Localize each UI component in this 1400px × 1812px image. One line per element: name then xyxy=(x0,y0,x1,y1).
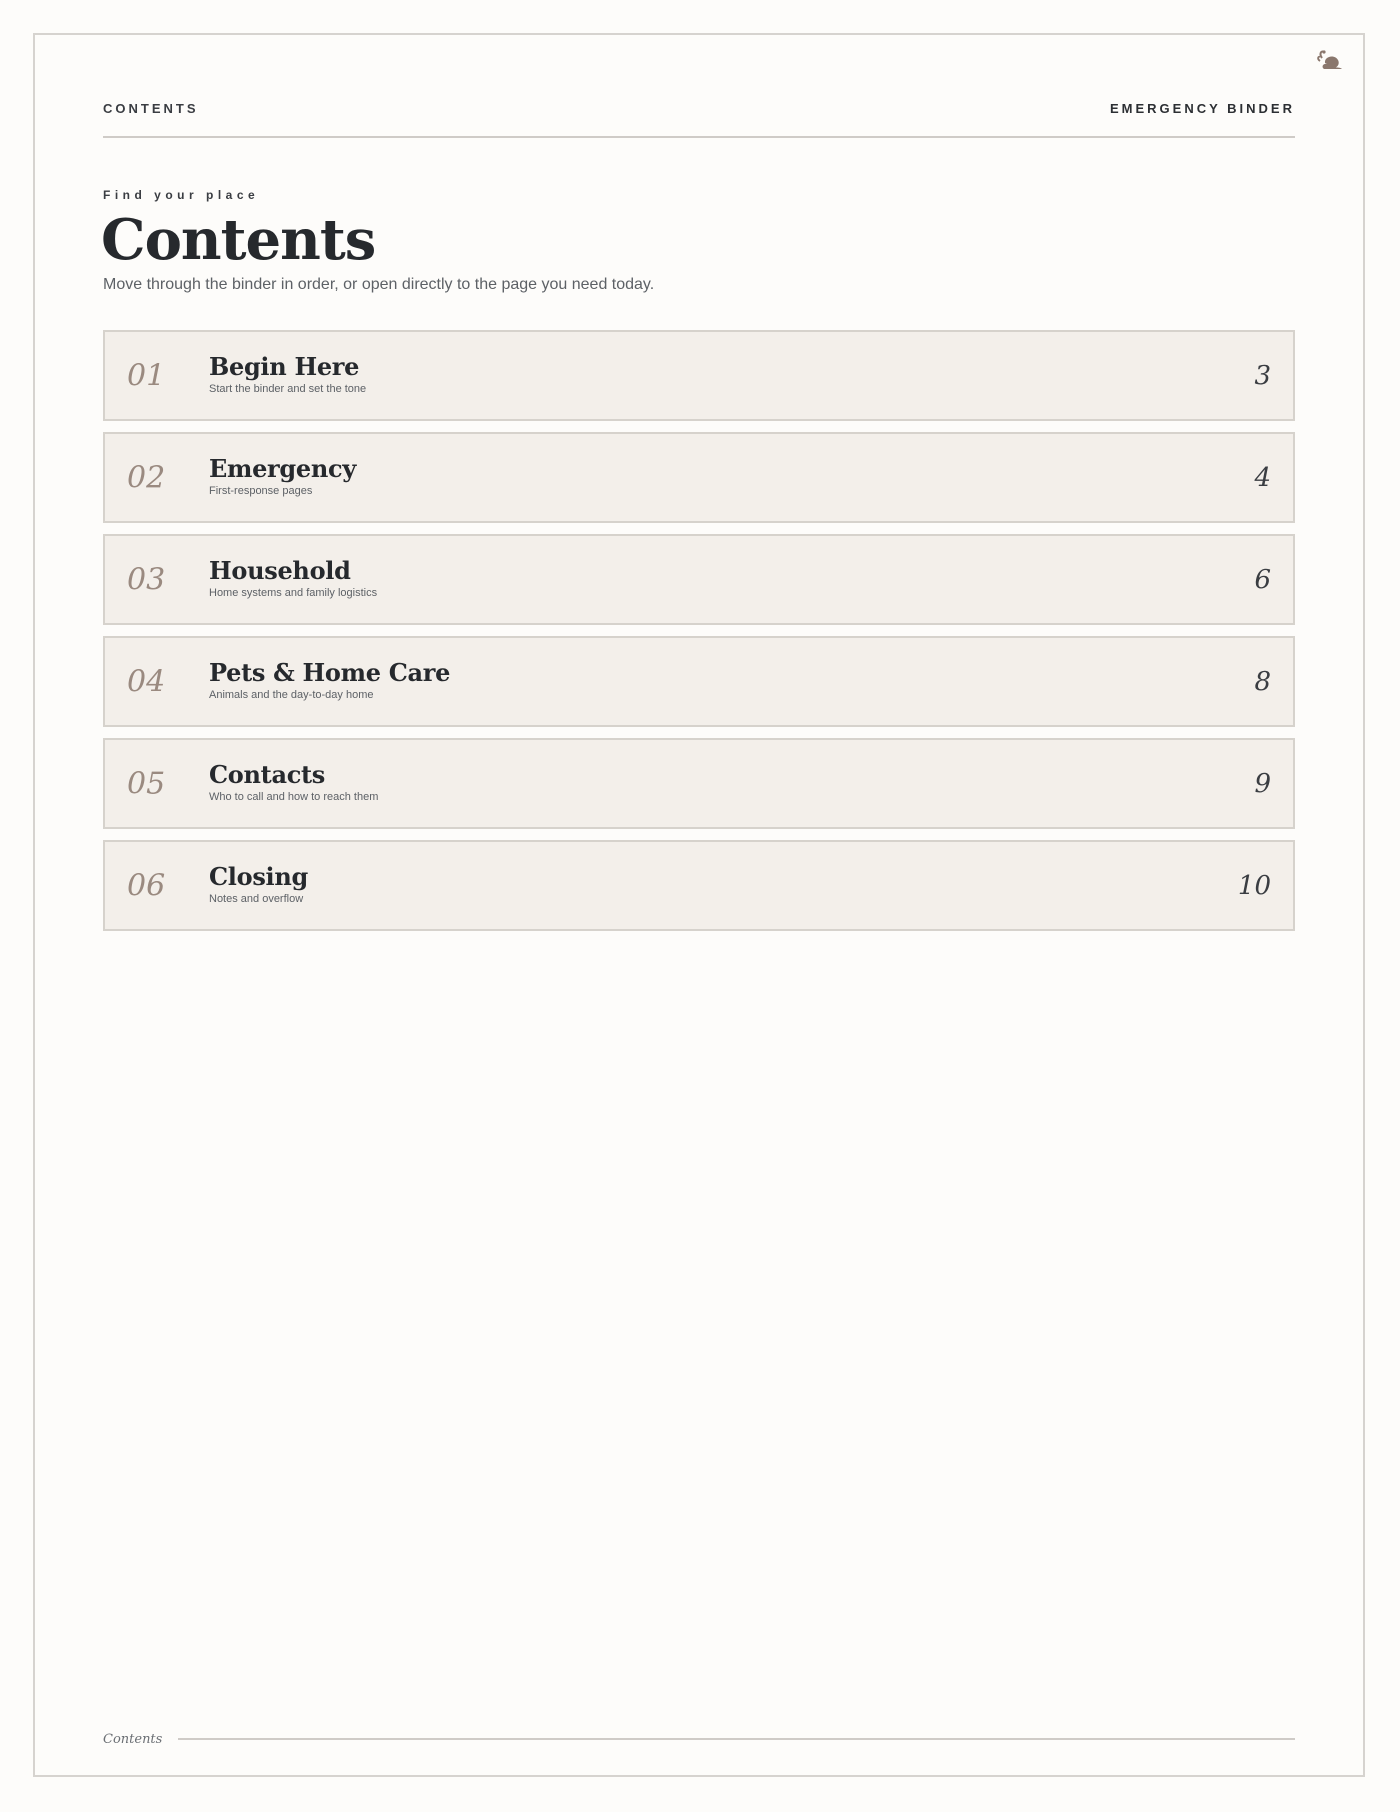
header-section-label: CONTENTS xyxy=(103,100,199,116)
toc-entry-description: Animals and the day-to-day home xyxy=(209,689,374,702)
toc-entry-description: First-response pages xyxy=(209,485,313,498)
header-document-label: EMERGENCY BINDER xyxy=(1109,100,1295,116)
toc-entry-page-number: 3 xyxy=(1254,360,1271,391)
toc-entry-title: Household xyxy=(209,556,351,585)
toc-entry-page-number: 8 xyxy=(1254,666,1271,697)
toc-entry-title: Closing xyxy=(209,862,308,891)
toc-entry-number: 06 xyxy=(127,868,166,903)
toc-entry-begin-here[interactable] xyxy=(103,330,1295,421)
toc-entry-closing[interactable] xyxy=(103,840,1295,931)
toc-entry-contacts[interactable] xyxy=(103,738,1295,829)
toc-entry-title: Contacts xyxy=(209,760,326,789)
toc-entry-title: Pets & Home Care xyxy=(209,658,451,687)
page-subtitle: Move through the binder in order, or open directly to the page you need today. xyxy=(103,276,655,293)
toc-entry-title: Emergency xyxy=(209,454,356,483)
toc-entry-pets-home-care[interactable] xyxy=(103,636,1295,727)
running-header xyxy=(103,93,1295,123)
toc-entry-household[interactable] xyxy=(103,534,1295,625)
toc-entry-number: 03 xyxy=(127,562,166,597)
footer-divider xyxy=(178,1738,1295,1740)
toc-entry-emergency[interactable] xyxy=(103,432,1295,523)
toc-entry-description: Start the binder and set the tone xyxy=(209,383,367,396)
toc-entry-page-number: 10 xyxy=(1237,870,1271,901)
page-frame xyxy=(33,33,1365,1777)
toc-entry-description: Notes and overflow xyxy=(209,893,304,906)
header-divider xyxy=(103,136,1295,138)
toc-entry-description: Who to call and how to reach them xyxy=(209,791,379,804)
snail-ornament-icon xyxy=(1315,47,1345,73)
toc-entry-description: Home systems and family logistics xyxy=(209,587,378,600)
page-title: Contents xyxy=(101,207,376,273)
toc-entry-page-number: 6 xyxy=(1254,564,1271,595)
toc-entry-page-number: 9 xyxy=(1254,768,1271,799)
footer-label: Contents xyxy=(103,1731,163,1747)
running-footer xyxy=(103,1729,1295,1749)
toc-entry-number: 01 xyxy=(127,358,166,393)
toc-entry-page-number: 4 xyxy=(1254,462,1271,493)
eyebrow-label: Find your place xyxy=(103,188,260,202)
table-of-contents xyxy=(103,330,1295,942)
toc-entry-number: 02 xyxy=(127,460,166,495)
toc-entry-number: 05 xyxy=(127,766,166,801)
toc-entry-number: 04 xyxy=(127,664,166,699)
toc-entry-title: Begin Here xyxy=(209,352,360,381)
